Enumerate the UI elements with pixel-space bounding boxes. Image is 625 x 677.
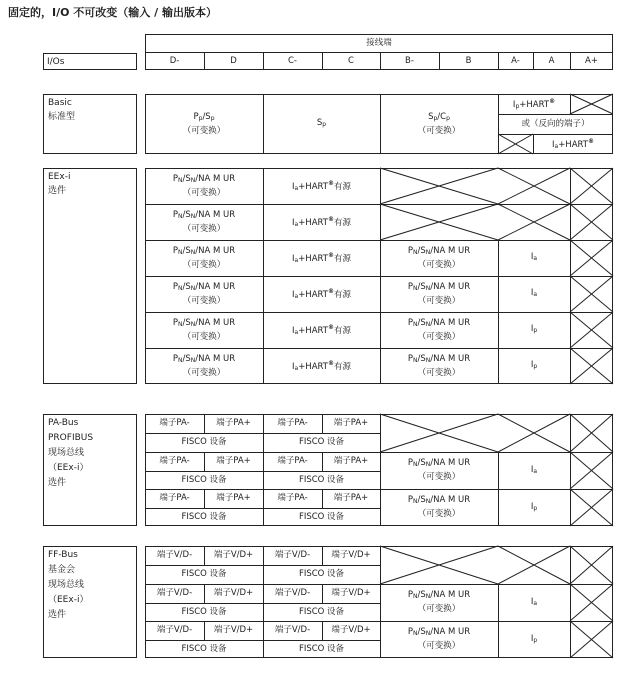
eex-row3-hart: Ia+HART®有源 [291,252,352,264]
ff-r3-a-ip: Ip [530,633,538,644]
pa-r2-c-device: FISCO 设备 [298,474,345,485]
ff-r3-aplus-cross [570,621,613,658]
eex-row6-hart: Ia+HART®有源 [291,360,352,372]
eex-label-box [43,168,137,384]
eex-row5-namur: PN/SN/NA M UR （可变换） [172,317,236,342]
eex-row5-aplus-cross [570,312,613,348]
basic-d-cell: Pp/Sp （可变换） [182,111,226,136]
ff-r1-d-device: FISCO 设备 [181,569,227,579]
ff-r2-d-plus: 端子V/D+ [213,588,254,598]
eex-row6-aplus-cross [570,348,613,384]
pa-r3-d-minus: 端子PA- [159,493,190,503]
ff-r3-b-namur: PN/SN/NA M UR （可变换） [407,627,471,651]
io-label: I/Os [47,57,65,67]
col-d: D [230,56,237,66]
ff-r1-d-plus: 端子V/D+ [213,550,254,560]
basic-c-cell: Sp [316,118,327,128]
basic-a-top-cross [570,94,613,114]
pa-r1-d-plus: 端子PA+ [216,418,251,428]
ff-r2-a-ia: Ia [530,596,538,607]
eex-row2-a-cross [498,204,570,240]
eex-row3-a-ia: Ia [530,252,538,262]
pabus-label-2: PROFIBUS [48,433,94,443]
pa-r1-aplus-cross [570,414,613,452]
pa-r3-c-device: FISCO 设备 [298,511,345,522]
pa-r2-aplus-cross [570,452,613,489]
ffbus-label-3: 现场总线 [48,580,85,590]
eex-row2-hart: Ia+HART®有源 [291,216,352,228]
ff-r3-c-device: FISCO 设备 [298,643,345,654]
col-a-plus: A+ [585,56,598,66]
pabus-label-5: 选件 [48,478,67,488]
eex-row6-namur: PN/SN/NA M UR （可变换） [172,353,236,378]
page-title: 固定的，I/O 不可改变（输入 / 输出版本） [8,6,217,19]
eex-row6-b-namur: PN/SN/NA M UR （可变换） [407,353,471,378]
basic-a-mid: 或（反向的端子） [521,118,590,129]
eex-row3-aplus-cross [570,240,613,276]
pa-r3-a-ip: Ip [530,501,538,512]
ff-r2-d-device: FISCO 设备 [181,606,227,617]
eex-row2-aplus-cross [570,204,613,240]
ff-r2-b-namur: PN/SN/NA M UR （可变换） [407,590,471,614]
pabus-label-3: 现场总线 [48,448,85,458]
ff-r2-c-minus: 端子V/D- [274,588,311,598]
eex-row4-aplus-cross [570,276,613,312]
basic-label-en: Basic [48,98,72,108]
col-a: A [548,56,555,66]
ff-r1-d-minus: 端子V/D- [156,550,193,560]
basic-b-cell: Sp/Cp （可变换） [417,111,461,136]
ff-r1-c-plus: 端子V/D+ [331,550,371,560]
eex-row1-hart: Ia+HART®有源 [291,180,352,192]
ff-r1-c-minus: 端子V/D- [274,550,311,560]
col-c: C [348,56,354,66]
pa-r1-b-cross [380,414,498,452]
pa-r3-b-namur: PN/SN/NA M UR （可变换） [407,495,471,519]
ffbus-label-4: （EEx-i） [48,595,89,605]
eex-row4-namur: PN/SN/NA M UR （可变换） [172,281,236,306]
ff-r3-c-plus: 端子V/D+ [331,625,371,635]
pa-r2-c-plus: 端子PA+ [333,456,369,466]
pabus-label-4: （EEx-i） [48,463,89,473]
eex-row4-a-ia: Ia [530,288,538,298]
ff-r3-d-plus: 端子V/D+ [213,625,254,635]
eex-row4-hart: Ia+HART®有源 [291,288,352,300]
eex-row1-namur: PN/SN/NA M UR （可变换） [172,173,236,198]
ff-r2-d-minus: 端子V/D- [156,588,193,598]
pa-r2-d-device: FISCO 设备 [181,474,227,485]
eex-row4-b-namur: PN/SN/NA M UR （可变换） [407,281,471,306]
ff-r1-c-device: FISCO 设备 [298,569,345,579]
ff-r1-aplus-cross [570,546,613,584]
basic-a-bot-cross [498,134,533,154]
pa-r2-d-plus: 端子PA+ [216,456,251,466]
pa-r1-a-cross [498,414,570,452]
pa-r2-c-minus: 端子PA- [277,456,308,466]
pabus-label-1: PA-Bus [48,418,79,428]
col-a-minus: A- [511,56,520,66]
col-d-minus: D- [169,56,180,66]
ffbus-label-5: 选件 [48,610,67,620]
col-b-minus: B- [405,56,414,66]
ff-r2-c-plus: 端子V/D+ [331,588,371,598]
eex-label-1: EEx-i [48,172,71,182]
terminals-header: 接线端 [366,37,392,48]
ff-r2-c-device: FISCO 设备 [298,606,345,617]
ff-r3-c-minus: 端子V/D- [274,625,311,635]
ff-r3-d-device: FISCO 设备 [181,643,227,654]
eex-row6-a-ip: Ip [530,360,538,370]
basic-label-cn: 标准型 [48,112,76,122]
eex-label-2: 选件 [48,186,67,196]
pa-r2-d-minus: 端子PA- [159,456,190,466]
eex-row5-hart: Ia+HART®有源 [291,324,352,336]
eex-row1-b-cross [380,168,498,204]
ffbus-label-1: FF-Bus [48,550,78,560]
eex-row2-b-cross [380,204,498,240]
pa-r3-aplus-cross [570,489,613,526]
basic-a-bot: Ia+HART® [551,138,594,150]
ff-r2-aplus-cross [570,584,613,621]
eex-row1-a-cross [498,168,570,204]
col-c-minus: C- [287,56,297,66]
basic-a-top: Ip+HART® [512,98,556,110]
pa-r1-c-plus: 端子PA+ [333,418,369,428]
eex-row2-namur: PN/SN/NA M UR （可变换） [172,209,236,234]
pa-r2-b-namur: PN/SN/NA M UR （可变换） [407,458,471,482]
col-b: B [465,56,472,66]
pa-r3-d-plus: 端子PA+ [216,493,251,503]
eex-row1-aplus-cross [570,168,613,204]
eex-row5-b-namur: PN/SN/NA M UR （可变换） [407,317,471,342]
pa-r3-c-minus: 端子PA- [277,493,308,503]
pa-r1-c-minus: 端子PA- [277,418,308,428]
ff-r1-a-cross [498,546,570,584]
ff-r3-d-minus: 端子V/D- [156,625,193,635]
pa-r1-d-device: FISCO 设备 [181,437,227,447]
eex-row3-namur: PN/SN/NA M UR （可变换） [172,245,236,270]
pa-r2-a-ia: Ia [530,464,538,475]
pa-r1-d-minus: 端子PA- [159,418,190,428]
ff-r1-b-cross [380,546,498,584]
eex-row3-b-namur: PN/SN/NA M UR （可变换） [407,245,471,270]
pa-r3-d-device: FISCO 设备 [181,511,227,522]
pa-r1-c-device: FISCO 设备 [298,437,345,447]
ffbus-label-2: 基金会 [48,565,76,575]
eex-row5-a-ip: Ip [530,324,538,334]
pa-r3-c-plus: 端子PA+ [333,493,369,503]
